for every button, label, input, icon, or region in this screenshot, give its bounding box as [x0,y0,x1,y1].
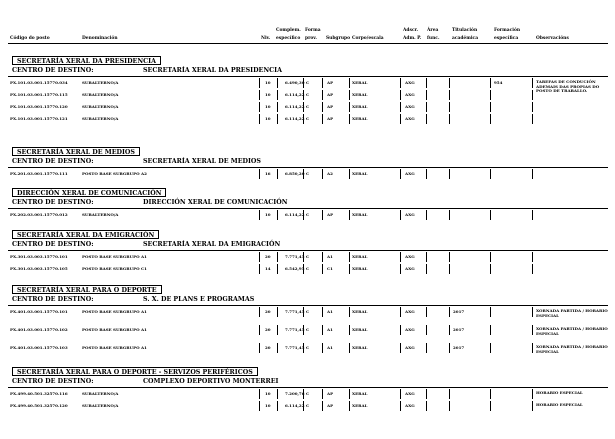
cell-divider [349,307,350,317]
cell-forma: C [306,309,310,314]
header-area-bottom: func. [427,36,440,41]
cell-divider [277,114,278,124]
cell-divider [349,264,350,274]
cell-sub: AP [327,92,334,97]
cell-adscr: AXG [405,104,415,109]
cell-divider [259,343,260,353]
section-divider [8,250,608,251]
table-row [0,391,615,403]
cell-divider [490,343,491,353]
cell-sub: A1 [327,327,333,332]
cell-comp: 7.771,45 [285,309,305,314]
cell-divider [532,325,533,335]
header-adscr-bottom: Adm. P. [403,36,422,41]
cell-divider [322,169,323,179]
cell-adscr: AXG [405,254,415,259]
cell-divider [259,401,260,411]
cell-comp: 6.542,95 [285,266,305,271]
cell-niv: 20 [265,345,271,350]
cell-divider [400,78,401,88]
cell-code: PX.301.03.003.15770.105 [10,266,68,271]
cell-niv: 20 [265,327,271,332]
cell-divider [259,102,260,112]
cell-forma: C [306,104,310,109]
cell-divider [349,114,350,124]
cell-form: 954 [494,80,503,85]
section-title: SECRETARÍA XERAL PARA O DEPORTE [12,285,162,294]
cell-niv: 16 [265,171,271,176]
cell-divider [400,401,401,411]
cell-divider [322,252,323,262]
cell-divider [490,252,491,262]
cell-divider [349,389,350,399]
table-row [0,327,615,339]
cell-denom: SUBALTERNO/A [82,403,119,408]
cell-sub: AP [327,391,334,396]
cell-code: PX.301.03.003.15770.101 [10,254,68,259]
cell-divider [259,78,260,88]
cell-tit: 2017 [453,327,465,332]
cell-divider [449,307,450,317]
cell-divider [322,343,323,353]
cell-divider [322,210,323,220]
cell-divider [259,252,260,262]
header-denominacion: Denominación [82,36,118,41]
cell-comp: 7.771,45 [285,345,305,350]
cell-divider [532,401,533,411]
cell-divider [322,90,323,100]
cell-corpo: XERAL [352,171,368,176]
cell-forma: C [306,92,310,97]
cell-divider [449,78,450,88]
cell-divider [322,114,323,124]
cell-divider [400,252,401,262]
cell-divider [532,114,533,124]
header-niv: Niv. [261,36,271,41]
centro-destino-label: CENTRO DE DESTINO: [12,296,94,303]
cell-divider [322,307,323,317]
centro-destino-label: CENTRO DE DESTINO: [12,199,94,206]
cell-obs: HORARIO ESPECIAL [536,402,583,407]
cell-sub: A1 [327,309,333,314]
table-row [0,92,615,104]
cell-divider [277,90,278,100]
section-title: DIRECCIÓN XERAL DE COMUNICACIÓN [12,188,166,197]
cell-niv: 10 [265,80,271,85]
cell-divider [449,264,450,274]
cell-divider [532,307,533,317]
cell-adscr: AXG [405,171,415,176]
cell-adscr: AXG [405,92,415,97]
centro-destino-name: SECRETARÍA XERAL DA PRESIDENCIA [143,67,282,74]
cell-forma: C [306,171,310,176]
cell-comp: 6.114,22 [285,92,305,97]
cell-divider [426,114,427,124]
cell-denom: SUBALTERNO/A [82,116,119,121]
cell-corpo: XERAL [352,254,368,259]
table-row [0,254,615,266]
cell-divider [277,252,278,262]
cell-forma: C [306,327,310,332]
cell-forma: C [306,266,310,271]
cell-divider [532,78,533,88]
cell-divider [322,78,323,88]
header-observacions: Observacións [536,36,569,41]
cell-divider [277,325,278,335]
cell-divider [490,78,491,88]
cell-divider [349,78,350,88]
cell-forma: C [306,116,310,121]
centro-destino-name: DIRECCIÓN XERAL DE COMUNICACIÓN [143,199,288,206]
cell-sub: A1 [327,345,333,350]
cell-divider [490,169,491,179]
cell-divider [259,307,260,317]
centro-destino-label: CENTRO DE DESTINO: [12,67,94,74]
cell-divider [426,389,427,399]
cell-tit: 2017 [453,345,465,350]
header-forma-bottom: prov. [305,36,317,41]
cell-code: PX.401.03.001.15770.101 [10,309,68,314]
cell-obs: HORARIO ESPECIAL [536,390,583,395]
cell-corpo: XERAL [352,80,368,85]
cell-forma: C [306,80,310,85]
cell-niv: 10 [265,212,271,217]
cell-adscr: AXG [405,403,415,408]
cell-divider [426,343,427,353]
cell-forma: C [306,254,310,259]
section-divider [8,305,608,306]
cell-niv: 10 [265,92,271,97]
cell-divider [349,102,350,112]
cell-divider [426,325,427,335]
cell-denom: POSTO BASE SUBGRUPO C1 [82,266,147,271]
table-row [0,403,615,415]
cell-niv: 10 [265,403,271,408]
cell-divider [400,325,401,335]
cell-divider [349,252,350,262]
cell-denom: POSTO BASE SUBGRUPO A2 [82,171,147,176]
cell-forma: C [306,403,310,408]
cell-niv: 10 [265,391,271,396]
cell-comp: 7.771,45 [285,254,305,259]
cell-code: PX.101.03.001.15770.034 [10,80,68,85]
table-row [0,266,615,278]
cell-divider [277,343,278,353]
cell-denom: SUBALTERNO/A [82,391,119,396]
cell-forma: C [306,212,310,217]
centro-destino-name: COMPLEXO DEPORTIVO MONTERREI [143,378,279,385]
cell-divider [349,169,350,179]
cell-divider [400,102,401,112]
cell-adscr: AXG [405,212,415,217]
cell-divider [259,389,260,399]
cell-comp: 7.200,76 [285,391,305,396]
header-complem-top: Complem. [276,28,301,33]
cell-divider [490,401,491,411]
cell-divider [400,210,401,220]
centro-destino-name: SECRETARÍA XERAL DA EMIGRACIÓN [143,241,281,248]
cell-divider [426,210,427,220]
cell-sub: AP [327,104,334,109]
header-codigo: Código do posto [10,36,50,41]
cell-divider [426,78,427,88]
cell-forma: C [306,345,310,350]
cell-divider [426,401,427,411]
cell-divider [400,343,401,353]
section-divider [8,76,608,77]
cell-corpo: XERAL [352,266,368,271]
table-row [0,212,615,224]
cell-divider [277,264,278,274]
cell-code: PX.499.40.501.32570.116 [10,391,68,396]
section-divider [8,387,608,388]
cell-divider [490,114,491,124]
cell-divider [400,389,401,399]
cell-divider [277,169,278,179]
cell-comp: 6.490,30 [285,80,305,85]
cell-corpo: XERAL [352,403,368,408]
cell-adscr: AXG [405,309,415,314]
cell-code: PX.101.03.001.15770.120 [10,104,68,109]
cell-denom: POSTO BASE SUBGRUPO A1 [82,309,147,314]
table-row [0,80,615,92]
cell-divider [426,264,427,274]
cell-divider [349,325,350,335]
cell-divider [532,210,533,220]
cell-comp: 6.114,22 [285,403,305,408]
cell-divider [349,401,350,411]
cell-divider [449,325,450,335]
header-adscr-top: Adscr. [403,28,419,33]
header-subgrupo: Subgrupo [326,36,351,41]
cell-divider [400,307,401,317]
cell-divider [449,114,450,124]
cell-divider [400,264,401,274]
cell-denom: SUBALTERNO/A [82,212,119,217]
cell-divider [426,169,427,179]
cell-divider [449,169,450,179]
cell-comp: 6.114,22 [285,104,305,109]
header-divider [8,43,608,44]
cell-denom: POSTO BASE SUBGRUPO A1 [82,345,147,350]
cell-divider [277,401,278,411]
cell-divider [532,343,533,353]
header-complem-bottom: específico [276,36,301,41]
cell-divider [532,90,533,100]
header-titulacion-bottom: académica [452,36,479,41]
cell-divider [532,102,533,112]
cell-divider [426,252,427,262]
cell-denom: POSTO BASE SUBGRUPO A1 [82,327,147,332]
cell-divider [277,210,278,220]
cell-code: PX.401.03.001.15770.102 [10,327,68,332]
centro-destino-label: CENTRO DE DESTINO: [12,241,94,248]
cell-divider [449,252,450,262]
cell-comp: 6.850,20 [285,171,305,176]
cell-divider [349,90,350,100]
cell-corpo: XERAL [352,327,368,332]
section-title: SECRETARÍA XERAL DE MEDIOS [12,147,140,156]
cell-corpo: XERAL [352,309,368,314]
cell-denom: SUBALTERNO/A [82,104,119,109]
cell-divider [490,325,491,335]
cell-code: PX.202.03.001.15770.012 [10,212,68,217]
cell-divider [322,389,323,399]
cell-adscr: AXG [405,116,415,121]
cell-adscr: AXG [405,80,415,85]
cell-divider [277,307,278,317]
cell-divider [259,210,260,220]
cell-divider [322,325,323,335]
cell-sub: AP [327,116,334,121]
cell-corpo: XERAL [352,116,368,121]
header-formacion-bottom: específica [494,36,519,41]
section-divider [8,208,608,209]
cell-code: PX.201.03.001.15770.111 [10,171,68,176]
cell-obs: TAREFAS DE CONDUCIÓN ADEMAIS DAS PROPIAS DO POSTO DE TRABALLO. [536,79,600,94]
cell-obs: XORNADA PARTIDA / HORARIO ESPECIAL [536,308,608,318]
cell-adscr: AXG [405,391,415,396]
cell-divider [259,325,260,335]
section-title: SECRETARÍA XERAL DA PRESIDENCIA [12,56,161,65]
table-row [0,171,615,183]
cell-divider [259,264,260,274]
cell-divider [400,114,401,124]
cell-divider [277,102,278,112]
cell-sub: AP [327,212,334,217]
section-title: SECRETARÍA XERAL PARA O DEPORTE - SERVIZOS PERIFÉRICOS [12,367,258,376]
cell-divider [490,90,491,100]
header-corpo: Corpo/escala [352,36,384,41]
cell-comp: 6.114,22 [285,116,305,121]
cell-divider [449,389,450,399]
cell-sub: A2 [327,171,333,176]
cell-tit: 2017 [453,309,465,314]
cell-divider [349,210,350,220]
cell-divider [400,90,401,100]
cell-adscr: AXG [405,327,415,332]
cell-niv: 20 [265,254,271,259]
cell-denom: POSTO BASE SUBGRUPO A1 [82,254,147,259]
cell-comp: 6.114,22 [285,212,305,217]
cell-divider [449,401,450,411]
centro-destino-label: CENTRO DE DESTINO: [12,378,94,385]
cell-divider [490,307,491,317]
cell-corpo: XERAL [352,391,368,396]
cell-divider [259,169,260,179]
cell-divider [449,90,450,100]
cell-denom: SUBALTERNO/A [82,80,119,85]
cell-forma: C [306,391,310,396]
cell-divider [277,78,278,88]
cell-divider [426,90,427,100]
cell-divider [259,114,260,124]
cell-corpo: XERAL [352,345,368,350]
cell-divider [426,307,427,317]
cell-niv: 14 [265,266,271,271]
cell-divider [490,102,491,112]
cell-sub: C1 [327,266,333,271]
cell-sub: AP [327,403,334,408]
cell-divider [277,389,278,399]
centro-destino-name: SECRETARÍA XERAL DE MEDIOS [143,158,261,165]
centro-destino-label: CENTRO DE DESTINO: [12,158,94,165]
header-formacion-top: Formación [494,28,521,33]
cell-obs: XORNADA PARTIDA / HORARIO ESPECIAL [536,326,608,336]
cell-corpo: XERAL [352,104,368,109]
cell-divider [400,169,401,179]
cell-divider [490,210,491,220]
cell-divider [490,264,491,274]
section-title: SECRETARÍA XERAL DA EMIGRACIÓN [12,230,159,239]
header-forma-top: Forma [305,28,321,33]
cell-divider [532,252,533,262]
centro-destino-name: S. X. DE PLANS E PROGRAMAS [143,296,255,303]
cell-divider [426,102,427,112]
cell-code: PX.101.03.001.15770.115 [10,92,68,97]
cell-adscr: AXG [405,266,415,271]
table-row [0,345,615,357]
section-divider [8,167,608,168]
cell-sub: AP [327,80,334,85]
cell-adscr: AXG [405,345,415,350]
cell-denom: SUBALTERNO/A [82,92,119,97]
cell-divider [322,102,323,112]
cell-code: PX.101.03.001.15770.121 [10,116,68,121]
cell-niv: 10 [265,104,271,109]
cell-obs: XORNADA PARTIDA / HORARIO ESPECIAL [536,344,608,354]
cell-divider [259,90,260,100]
cell-divider [490,389,491,399]
cell-divider [449,102,450,112]
cell-comp: 7.771,45 [285,327,305,332]
cell-code: PX.499.40.501.32570.120 [10,403,68,408]
header-titulacion-top: Titulación [452,28,478,33]
header-area-top: Área [427,28,439,33]
cell-sub: A1 [327,254,333,259]
cell-divider [322,264,323,274]
cell-niv: 20 [265,309,271,314]
table-row [0,104,615,116]
cell-divider [532,264,533,274]
cell-divider [532,169,533,179]
cell-divider [349,343,350,353]
table-row [0,116,615,128]
table-row [0,309,615,321]
cell-corpo: XERAL [352,92,368,97]
cell-niv: 10 [265,116,271,121]
cell-divider [449,210,450,220]
cell-divider [449,343,450,353]
cell-code: PX.401.03.001.15770.103 [10,345,68,350]
cell-divider [322,401,323,411]
cell-corpo: XERAL [352,212,368,217]
cell-divider [532,389,533,399]
